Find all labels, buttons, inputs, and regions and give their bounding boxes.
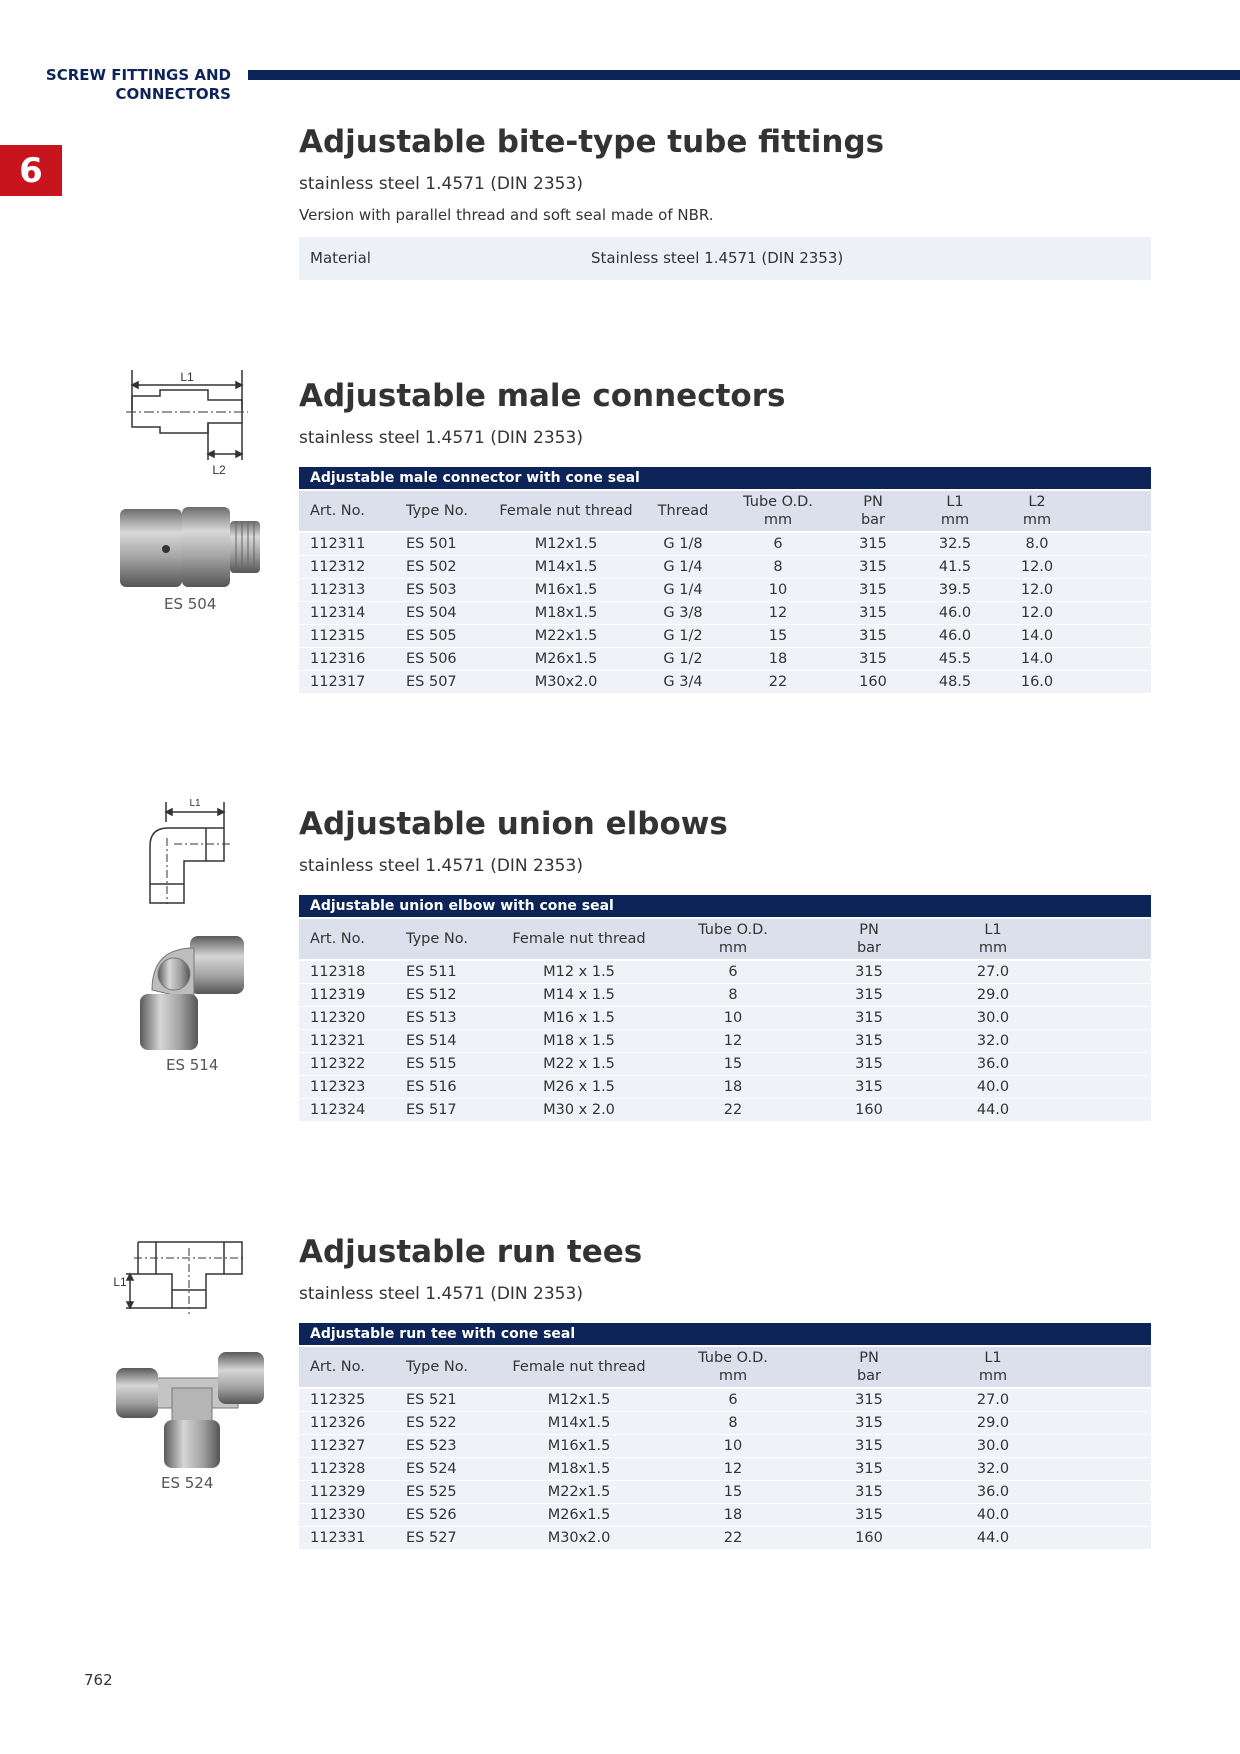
table-cell-filler: [1075, 579, 1151, 602]
table-cell: 112311: [299, 533, 395, 556]
table-cell: 44.0: [937, 1099, 1049, 1122]
male-col-header: [487, 491, 645, 531]
table-cell: 40.0: [937, 1504, 1049, 1527]
male-col-header-label: L1: [946, 494, 964, 510]
table-cell: 315: [801, 1481, 937, 1504]
table-cell-filler: [1049, 1076, 1151, 1099]
table-cell: 112315: [299, 625, 395, 648]
table-cell: 18: [665, 1076, 801, 1099]
chapter-heading: [40, 66, 231, 104]
table-cell: 12.0: [999, 579, 1075, 602]
table-cell: ES 525: [395, 1481, 493, 1504]
table-cell-filler: [1049, 961, 1151, 984]
male-col-header: [395, 491, 487, 531]
table-row: [299, 1481, 1151, 1504]
run-tee-caption: ES 524: [161, 1474, 214, 1492]
table-cell: 315: [801, 984, 937, 1007]
table-cell: M26 x 1.5: [493, 1076, 665, 1099]
male-col-header: [911, 491, 999, 531]
tee-col-header-label: Type No.: [406, 1359, 468, 1375]
table-cell: 315: [801, 1458, 937, 1481]
elbow-col-header-label: Female nut thread: [512, 931, 646, 947]
table-cell: 112321: [299, 1030, 395, 1053]
male-title: Adjustable male connectors: [299, 378, 786, 414]
elbow-col-header-unit: mm: [718, 940, 748, 956]
union-elbow-photo: [134, 930, 246, 1052]
table-cell: M18x1.5: [493, 1458, 665, 1481]
male-subtitle: stainless steel 1.4571 (DIN 2353): [299, 428, 583, 448]
table-cell: ES 512: [395, 984, 493, 1007]
elbow-table: [299, 919, 1151, 1122]
tee-col-header-label: Tube O.D.: [698, 1350, 768, 1366]
table-cell: 12: [665, 1458, 801, 1481]
table-cell: 315: [801, 1076, 937, 1099]
table-cell: 36.0: [937, 1481, 1049, 1504]
table-cell: 315: [835, 533, 911, 556]
table-cell: M22x1.5: [487, 625, 645, 648]
elbow-col-header-label: Art. No.: [310, 931, 365, 947]
tee-table-bar: [299, 1323, 1151, 1345]
table-cell: ES 504: [395, 602, 487, 625]
male-dim-l2: L2: [212, 463, 226, 477]
chapter-tab: 6: [0, 145, 62, 196]
table-row: [299, 1007, 1151, 1030]
table-cell-filler: [1049, 1007, 1151, 1030]
male-col-header: [299, 491, 395, 531]
table-cell-filler: [1075, 602, 1151, 625]
table-cell: 160: [801, 1099, 937, 1122]
table-cell: M16x1.5: [493, 1435, 665, 1458]
tee-col-header-label: Art. No.: [310, 1359, 365, 1375]
run-tee-photo: [114, 1348, 266, 1470]
tee-col-header-label: Female nut thread: [512, 1359, 646, 1375]
table-cell: 27.0: [937, 961, 1049, 984]
elbow-table-header: [299, 919, 1151, 959]
male-connector-drawing: [126, 370, 248, 480]
table-cell-filler: [1075, 671, 1151, 694]
table-cell: ES 516: [395, 1076, 493, 1099]
male-col-header-label: Tube O.D.: [743, 494, 813, 510]
table-cell: 112316: [299, 648, 395, 671]
table-cell: M22x1.5: [493, 1481, 665, 1504]
table-cell: 8: [665, 1412, 801, 1435]
male-table-header: [299, 491, 1151, 531]
table-row: [299, 1435, 1151, 1458]
table-cell: 112320: [299, 1007, 395, 1030]
elbow-title: Adjustable union elbows: [299, 806, 728, 842]
table-row: [299, 984, 1151, 1007]
elbow-dim-l1: L1: [189, 798, 201, 809]
table-cell: ES 526: [395, 1504, 493, 1527]
table-cell: G 3/4: [645, 671, 721, 694]
header-rule: [248, 70, 1240, 80]
table-cell-filler: [1049, 1030, 1151, 1053]
table-row: [299, 625, 1151, 648]
table-row: [299, 579, 1151, 602]
table-cell: 315: [801, 1053, 937, 1076]
table-cell-filler: [1049, 1504, 1151, 1527]
table-cell: 112317: [299, 671, 395, 694]
table-cell: ES 527: [395, 1527, 493, 1550]
table-cell: ES 511: [395, 961, 493, 984]
table-cell: 112331: [299, 1527, 395, 1550]
table-cell: 36.0: [937, 1053, 1049, 1076]
table-cell: 14.0: [999, 625, 1075, 648]
table-cell: 29.0: [937, 984, 1049, 1007]
male-col-header: [999, 491, 1075, 531]
table-cell-filler: [1075, 648, 1151, 671]
male-col-header-unit: mm: [940, 512, 970, 528]
table-cell: 315: [801, 1435, 937, 1458]
table-cell: 39.5: [911, 579, 999, 602]
tee-table-header: [299, 1347, 1151, 1387]
table-cell: 10: [721, 579, 835, 602]
elbow-col-header-unit: bar: [856, 940, 882, 956]
table-cell: M18 x 1.5: [493, 1030, 665, 1053]
tee-table-bar-label: Adjustable run tee with cone seal: [310, 1326, 576, 1342]
table-cell-filler: [1049, 1053, 1151, 1076]
tee-title: Adjustable run tees: [299, 1234, 643, 1270]
tee-table: [299, 1347, 1151, 1550]
elbow-col-header: [665, 919, 801, 959]
material-value: Stainless steel 1.4571 (DIN 2353): [591, 249, 844, 267]
male-col-header-label: PN: [863, 494, 883, 510]
male-col-header: [835, 491, 911, 531]
male-table-bar-label: Adjustable male connector with cone seal: [310, 470, 640, 486]
tee-col-header: [493, 1347, 665, 1387]
table-row: [299, 1527, 1151, 1550]
table-cell: 112324: [299, 1099, 395, 1122]
male-connector-photo: [118, 505, 262, 590]
male-col-header-label: Female nut thread: [499, 503, 633, 519]
union-elbow-drawing: [144, 798, 230, 904]
chapter-heading-line1: SCREW FITTINGS AND: [45, 66, 231, 84]
table-cell: 315: [835, 602, 911, 625]
table-cell: 112323: [299, 1076, 395, 1099]
table-cell: ES 506: [395, 648, 487, 671]
table-row: [299, 1504, 1151, 1527]
table-cell: M14 x 1.5: [493, 984, 665, 1007]
table-cell: ES 505: [395, 625, 487, 648]
male-col-header-unit: bar: [860, 512, 886, 528]
table-cell: ES 514: [395, 1030, 493, 1053]
table-cell: 10: [665, 1007, 801, 1030]
table-cell: M30x2.0: [487, 671, 645, 694]
table-cell: 41.5: [911, 556, 999, 579]
table-cell: 15: [665, 1481, 801, 1504]
table-cell: 112330: [299, 1504, 395, 1527]
table-cell: 22: [665, 1099, 801, 1122]
elbow-col-header-filler: [1049, 919, 1151, 959]
table-cell-filler: [1049, 1099, 1151, 1122]
table-cell: 12.0: [999, 602, 1075, 625]
male-col-header-label: Thread: [657, 503, 709, 519]
table-cell: 32.0: [937, 1458, 1049, 1481]
table-cell: 40.0: [937, 1076, 1049, 1099]
table-cell: 6: [721, 533, 835, 556]
male-table-bar: [299, 467, 1151, 489]
table-cell-filler: [1075, 533, 1151, 556]
table-cell: 15: [665, 1053, 801, 1076]
intro-subtitle: stainless steel 1.4571 (DIN 2353): [299, 174, 583, 194]
table-cell: 27.0: [937, 1389, 1049, 1412]
table-cell: G 1/4: [645, 556, 721, 579]
table-cell: 30.0: [937, 1007, 1049, 1030]
table-cell: 112314: [299, 602, 395, 625]
tee-col-header: [937, 1347, 1049, 1387]
table-cell: 29.0: [937, 1412, 1049, 1435]
table-cell: 8: [665, 984, 801, 1007]
table-cell-filler: [1075, 556, 1151, 579]
material-row: [299, 237, 1151, 280]
elbow-col-header: [937, 919, 1049, 959]
tee-col-header: [665, 1347, 801, 1387]
tee-subtitle: stainless steel 1.4571 (DIN 2353): [299, 1284, 583, 1304]
elbow-col-header-unit: mm: [978, 940, 1008, 956]
table-cell: ES 517: [395, 1099, 493, 1122]
table-row: [299, 533, 1151, 556]
table-cell-filler: [1049, 1389, 1151, 1412]
table-cell: 112328: [299, 1458, 395, 1481]
table-cell: G 3/8: [645, 602, 721, 625]
table-row: [299, 1458, 1151, 1481]
male-table: [299, 491, 1151, 694]
intro-title: Adjustable bite-type tube fittings: [299, 124, 885, 160]
table-cell: 15: [721, 625, 835, 648]
male-col-header-label: Art. No.: [310, 503, 365, 519]
table-cell: 112329: [299, 1481, 395, 1504]
table-cell: M26x1.5: [493, 1504, 665, 1527]
male-col-header-label: L2: [1028, 494, 1046, 510]
table-row: [299, 671, 1151, 694]
page-number: 762: [84, 1671, 113, 1689]
tee-col-header-label: L1: [984, 1350, 1002, 1366]
table-cell: 112319: [299, 984, 395, 1007]
elbow-col-header-label: Type No.: [406, 931, 468, 947]
elbow-col-header: [493, 919, 665, 959]
male-col-header: [721, 491, 835, 531]
material-label: Material: [310, 249, 371, 267]
table-cell: ES 524: [395, 1458, 493, 1481]
table-cell: G 1/4: [645, 579, 721, 602]
table-cell: 112313: [299, 579, 395, 602]
table-cell-filler: [1049, 1458, 1151, 1481]
table-cell: 18: [721, 648, 835, 671]
table-row: [299, 1389, 1151, 1412]
table-cell: 112325: [299, 1389, 395, 1412]
elbow-col-header-label: PN: [859, 922, 879, 938]
chapter-heading-line2: CONNECTORS: [115, 85, 231, 103]
table-cell: 45.5: [911, 648, 999, 671]
tee-col-header-unit: mm: [718, 1368, 748, 1384]
table-cell: G 1/8: [645, 533, 721, 556]
table-cell: 18: [665, 1504, 801, 1527]
table-cell: ES 515: [395, 1053, 493, 1076]
table-cell: M16 x 1.5: [493, 1007, 665, 1030]
male-col-header-label: Type No.: [406, 503, 468, 519]
table-cell: 112322: [299, 1053, 395, 1076]
table-cell-filler: [1049, 1481, 1151, 1504]
table-cell: ES 501: [395, 533, 487, 556]
table-cell: 14.0: [999, 648, 1075, 671]
table-cell: 12: [665, 1030, 801, 1053]
table-cell: 22: [721, 671, 835, 694]
table-cell: 48.5: [911, 671, 999, 694]
table-cell: 112327: [299, 1435, 395, 1458]
table-cell: M22 x 1.5: [493, 1053, 665, 1076]
table-cell: ES 523: [395, 1435, 493, 1458]
table-cell: 30.0: [937, 1435, 1049, 1458]
table-cell: ES 507: [395, 671, 487, 694]
table-cell: 46.0: [911, 602, 999, 625]
table-cell: ES 513: [395, 1007, 493, 1030]
table-cell: 22: [665, 1527, 801, 1550]
elbow-col-header: [395, 919, 493, 959]
tee-col-header: [395, 1347, 493, 1387]
table-cell: 315: [801, 961, 937, 984]
elbow-col-header: [801, 919, 937, 959]
table-cell: ES 503: [395, 579, 487, 602]
elbow-col-header-label: L1: [984, 922, 1002, 938]
table-cell: M18x1.5: [487, 602, 645, 625]
tee-col-header-filler: [1049, 1347, 1151, 1387]
table-cell: 160: [801, 1527, 937, 1550]
table-cell: 315: [835, 556, 911, 579]
table-cell: 315: [835, 579, 911, 602]
male-dim-l1: L1: [180, 370, 194, 384]
table-row: [299, 1099, 1151, 1122]
table-cell-filler: [1075, 625, 1151, 648]
table-cell-filler: [1049, 984, 1151, 1007]
table-row: [299, 1030, 1151, 1053]
table-cell: ES 502: [395, 556, 487, 579]
table-cell: M12x1.5: [487, 533, 645, 556]
table-cell: 315: [835, 625, 911, 648]
table-cell: 6: [665, 961, 801, 984]
male-col-header: [645, 491, 721, 531]
table-cell: 8: [721, 556, 835, 579]
male-col-header-filler: [1075, 491, 1151, 531]
tee-col-header: [801, 1347, 937, 1387]
table-cell: G 1/2: [645, 648, 721, 671]
table-cell: 315: [801, 1007, 937, 1030]
elbow-col-header-label: Tube O.D.: [698, 922, 768, 938]
table-cell: 12.0: [999, 556, 1075, 579]
table-cell: M30 x 2.0: [493, 1099, 665, 1122]
table-row: [299, 1412, 1151, 1435]
intro-description: Version with parallel thread and soft seal made of NBR.: [299, 206, 714, 224]
table-cell: 8.0: [999, 533, 1075, 556]
table-row: [299, 1053, 1151, 1076]
table-cell: M12x1.5: [493, 1389, 665, 1412]
table-cell-filler: [1049, 1527, 1151, 1550]
table-cell: 112326: [299, 1412, 395, 1435]
table-cell-filler: [1049, 1435, 1151, 1458]
tee-col-header-label: PN: [859, 1350, 879, 1366]
table-cell: ES 522: [395, 1412, 493, 1435]
tee-col-header: [299, 1347, 395, 1387]
table-row: [299, 602, 1151, 625]
elbow-col-header: [299, 919, 395, 959]
table-cell: 16.0: [999, 671, 1075, 694]
table-cell: M30x2.0: [493, 1527, 665, 1550]
elbow-table-bar: [299, 895, 1151, 917]
table-cell: G 1/2: [645, 625, 721, 648]
table-cell: M12 x 1.5: [493, 961, 665, 984]
elbow-subtitle: stainless steel 1.4571 (DIN 2353): [299, 856, 583, 876]
table-row: [299, 961, 1151, 984]
union-elbow-caption: ES 514: [166, 1056, 219, 1074]
table-cell: 46.0: [911, 625, 999, 648]
table-cell: 32.5: [911, 533, 999, 556]
table-cell: 112312: [299, 556, 395, 579]
table-cell: 6: [665, 1389, 801, 1412]
table-cell: 10: [665, 1435, 801, 1458]
table-cell-filler: [1049, 1412, 1151, 1435]
tee-dim-l1: L1: [113, 1275, 127, 1289]
table-cell: 315: [801, 1504, 937, 1527]
tee-col-header-unit: bar: [856, 1368, 882, 1384]
table-cell: 32.0: [937, 1030, 1049, 1053]
table-cell: 315: [801, 1412, 937, 1435]
table-row: [299, 556, 1151, 579]
table-row: [299, 1076, 1151, 1099]
table-cell: ES 521: [395, 1389, 493, 1412]
table-cell: 44.0: [937, 1527, 1049, 1550]
elbow-table-bar-label: Adjustable union elbow with cone seal: [310, 898, 614, 914]
table-cell: M14x1.5: [487, 556, 645, 579]
table-cell: 112318: [299, 961, 395, 984]
table-cell: 315: [835, 648, 911, 671]
table-cell: 12: [721, 602, 835, 625]
male-connector-caption: ES 504: [164, 595, 217, 613]
male-col-header-unit: mm: [1022, 512, 1052, 528]
table-cell: 160: [835, 671, 911, 694]
run-tee-drawing: [110, 1238, 246, 1314]
table-row: [299, 648, 1151, 671]
table-cell: M16x1.5: [487, 579, 645, 602]
table-cell: M26x1.5: [487, 648, 645, 671]
tee-col-header-unit: mm: [978, 1368, 1008, 1384]
table-cell: 315: [801, 1030, 937, 1053]
table-cell: M14x1.5: [493, 1412, 665, 1435]
male-col-header-unit: mm: [763, 512, 793, 528]
table-cell: 315: [801, 1389, 937, 1412]
